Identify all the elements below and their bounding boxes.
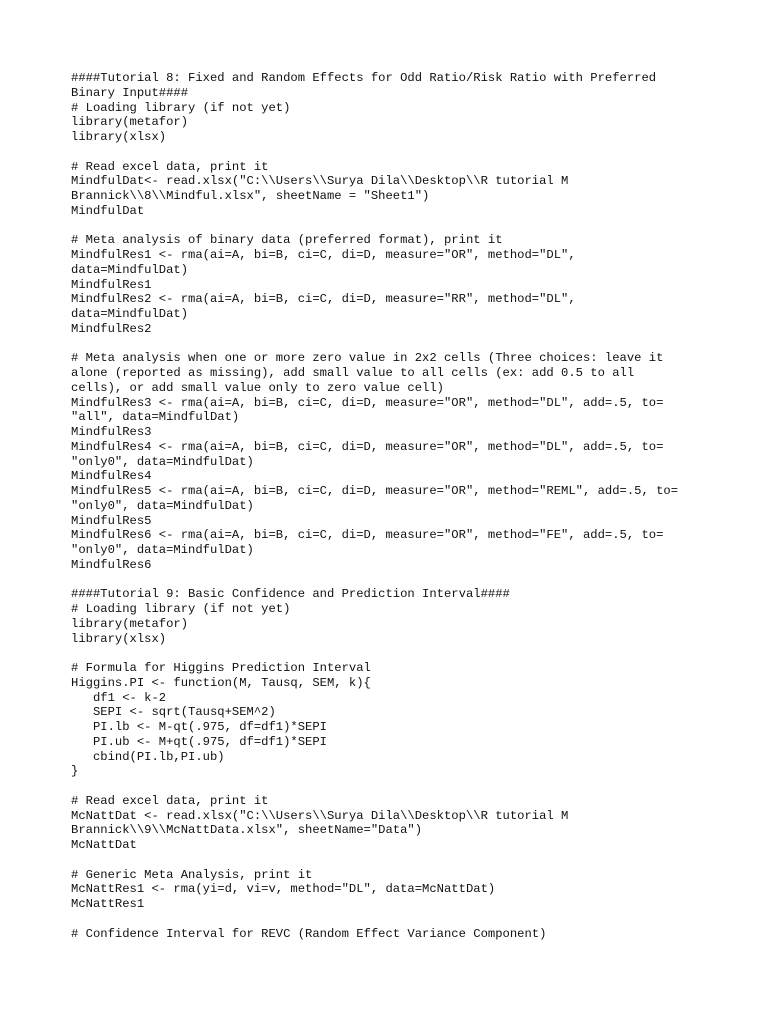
code-line: data=MindfulDat) <box>71 307 189 321</box>
code-line: MindfulDat <box>71 203 145 218</box>
code-line: MindfulRes3 <box>71 425 152 439</box>
code-line: cbind(PI.lb,PI.ub) <box>71 749 225 764</box>
document-page <box>71 71 731 941</box>
code-line: SEPI <- sqrt(Tausq+SEM^2) <box>71 705 276 720</box>
code-line: data=MindfulDat) <box>71 262 189 277</box>
code-line: MindfulRes1 <- rma(ai=A, bi=B, ci=C, di=D, measure="OR", method="DL", <box>71 248 576 262</box>
code-line: library(metafor) <box>71 616 189 631</box>
blank-line <box>71 219 731 234</box>
code-line: "only0", data=MindfulDat) <box>71 498 254 513</box>
blank-line <box>71 145 731 160</box>
blank-line <box>71 912 731 927</box>
code-line: library(metafor) <box>71 115 189 130</box>
code-line: # Generic Meta Analysis, print it <box>71 867 313 882</box>
code-line: MindfulRes3 <- rma(ai=A, bi=B, ci=C, di=D, measure="OR", method="DL", add=.5, to= <box>71 395 664 410</box>
code-line: ####Tutorial 8: Fixed and Random Effects for Odd Ratio/Risk Ratio with Preferred <box>71 71 657 85</box>
code-line: Binary Input#### <box>71 85 189 100</box>
code-line: MindfulRes5 <- rma(ai=A, bi=B, ci=C, di=D, measure="OR", method="REML", add=.5, to= <box>71 484 679 498</box>
code-line: Higgins.PI <- function(M, Tausq, SEM, k){ <box>71 675 371 690</box>
code-line: McNattDat <box>71 838 137 852</box>
code-line: alone (reported as missing), add small value to all cells (ex: add 0.5 to all <box>71 366 635 380</box>
code-line: Brannick\\8\\Mindful.xlsx", sheetName = "Sheet1") <box>71 189 430 203</box>
blank-line <box>71 646 731 661</box>
blank-line <box>71 779 731 794</box>
code-line: MindfulRes4 <box>71 469 152 484</box>
code-line: ####Tutorial 9: Basic Confidence and Prediction Interval#### <box>71 587 510 602</box>
code-line: MindfulRes2 <- rma(ai=A, bi=B, ci=C, di=D, measure="RR", method="DL", <box>71 292 576 307</box>
code-line: MindfulRes5 <box>71 513 152 528</box>
code-line: # Loading library (if not yet) <box>71 602 291 616</box>
code-line: # Loading library (if not yet) <box>71 100 291 115</box>
code-line: "only0", data=MindfulDat) <box>71 543 254 557</box>
code-line: McNattRes1 <- rma(yi=d, vi=v, method="DL", data=McNattDat) <box>71 882 496 897</box>
code-line: McNattRes1 <box>71 897 145 911</box>
code-line: "all", data=MindfulDat) <box>71 410 240 425</box>
code-line: MindfulRes6 <- rma(ai=A, bi=B, ci=C, di=D, measure="OR", method="FE", add=.5, to= <box>71 528 664 543</box>
blank-line <box>71 853 731 868</box>
code-line: # Read excel data, print it <box>71 159 269 174</box>
code-line: # Meta analysis of binary data (preferred format), print it <box>71 233 503 248</box>
code-line: # Formula for Higgins Prediction Interval <box>71 661 371 675</box>
code-line: } <box>71 764 79 779</box>
code-line: MindfulRes6 <box>71 557 152 572</box>
blank-line <box>71 573 731 588</box>
code-line: Brannick\\9\\McNattData.xlsx", sheetName="Data") <box>71 823 423 838</box>
blank-line <box>71 337 731 352</box>
code-line: df1 <- k-2 <box>71 690 167 705</box>
code-line: MindfulRes2 <box>71 321 152 336</box>
code-line: cells), or add small value only to zero value cell) <box>71 380 444 395</box>
code-line: PI.lb <- M-qt(.975, df=df1)*SEPI <box>71 720 327 734</box>
code-line: MindfulDat<- read.xlsx("C:\\Users\\Surya Dila\\Desktop\\R tutorial M <box>71 174 569 189</box>
code-line: # Meta analysis when one or more zero value in 2x2 cells (Three choices: leave it <box>71 351 664 366</box>
code-line: "only0", data=MindfulDat) <box>71 454 254 469</box>
code-line: PI.ub <- M+qt(.975, df=df1)*SEPI <box>71 734 327 749</box>
r-code-listing <box>71 71 731 941</box>
code-line: # Read excel data, print it <box>71 793 269 808</box>
code-line: MindfulRes1 <box>71 277 152 292</box>
code-line: # Confidence Interval for REVC (Random Effect Variance Component) <box>71 926 547 941</box>
code-line: McNattDat <- read.xlsx("C:\\Users\\Surya Dila\\Desktop\\R tutorial M <box>71 808 569 823</box>
code-line: MindfulRes4 <- rma(ai=A, bi=B, ci=C, di=D, measure="OR", method="DL", add=.5, to= <box>71 439 664 454</box>
code-line: library(xlsx) <box>71 631 167 646</box>
code-line: library(xlsx) <box>71 130 167 144</box>
